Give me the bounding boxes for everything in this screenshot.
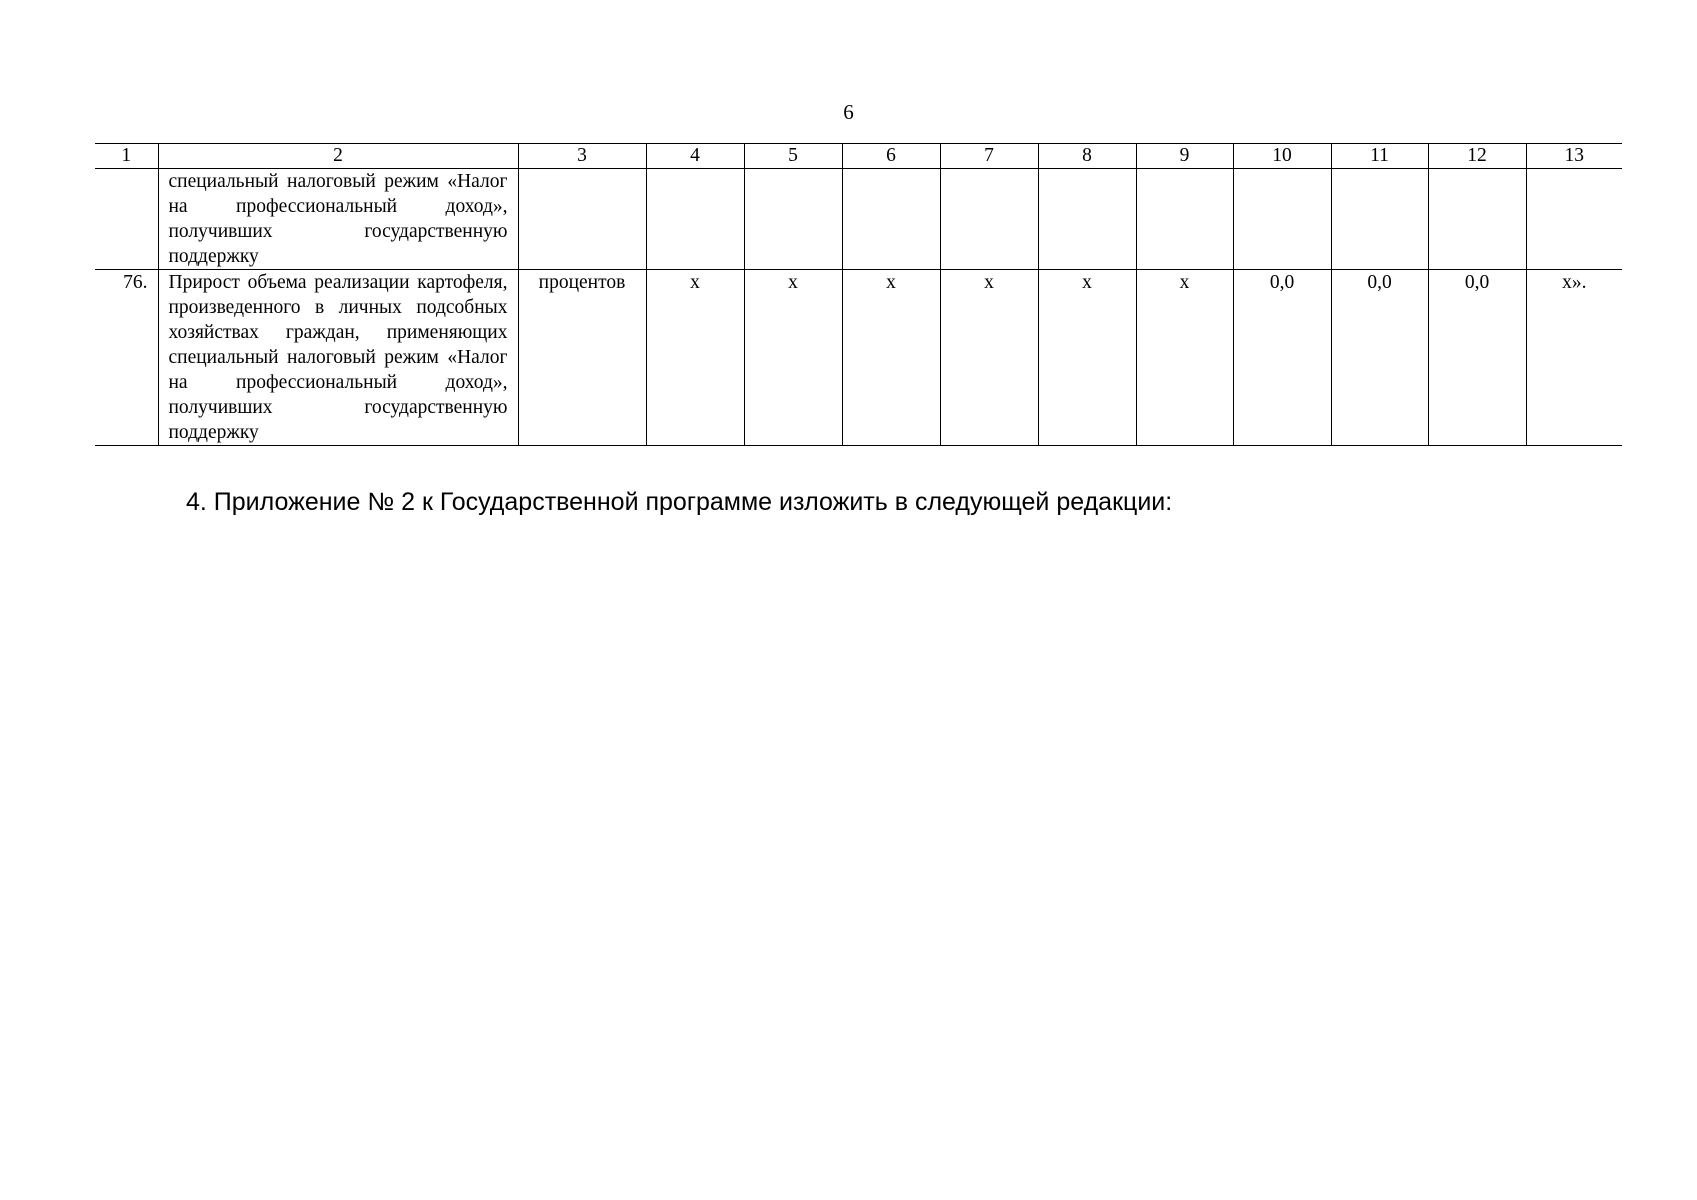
indicator-name: специальный налоговый режим «Налог на профессиональный доход», получивших государственную поддержку [158, 169, 518, 270]
column-header: 9 [1136, 144, 1233, 169]
value-cell: 0,0 [1233, 270, 1331, 446]
value-cell [646, 169, 744, 270]
column-header: 1 [95, 144, 158, 169]
value-cell [842, 169, 940, 270]
page-number: 6 [843, 100, 854, 124]
value-cell [940, 169, 1038, 270]
column-header: 6 [842, 144, 940, 169]
value-cell: х». [1526, 270, 1622, 446]
column-number-row [95, 144, 1622, 169]
indicators-table [95, 143, 1622, 446]
value-cell [1428, 169, 1526, 270]
column-header: 3 [518, 144, 646, 169]
column-header: 11 [1331, 144, 1428, 169]
body-paragraph: 4. Приложение № 2 к Государственной программе изложить в следующей редакции: [186, 488, 1173, 516]
column-header: 2 [158, 144, 518, 169]
row-number: 76. [95, 270, 158, 446]
column-header: 12 [1428, 144, 1526, 169]
column-header: 13 [1526, 144, 1622, 169]
unit-cell [518, 169, 646, 270]
value-cell: х [940, 270, 1038, 446]
value-cell: х [1136, 270, 1233, 446]
value-cell [744, 169, 842, 270]
value-cell [1526, 169, 1622, 270]
value-cell: х [1038, 270, 1136, 446]
value-cell: 0,0 [1331, 270, 1428, 446]
column-header: 10 [1233, 144, 1331, 169]
column-header: 8 [1038, 144, 1136, 169]
value-cell [1331, 169, 1428, 270]
column-header: 5 [744, 144, 842, 169]
value-cell: х [744, 270, 842, 446]
column-header: 7 [940, 144, 1038, 169]
indicator-name: Прирост объема реализации картофеля, произведенного в личных подсобных хозяйствах граждан, применяющих специальный налоговый режим «Налог на профессиональный доход», получивших государственную поддержку [158, 270, 518, 446]
table-row [95, 169, 1622, 270]
column-header: 4 [646, 144, 744, 169]
table-row [95, 270, 1622, 446]
value-cell [1038, 169, 1136, 270]
row-number [95, 169, 158, 270]
value-cell [1136, 169, 1233, 270]
value-cell: 0,0 [1428, 270, 1526, 446]
value-cell: х [646, 270, 744, 446]
unit-cell: процентов [518, 270, 646, 446]
value-cell: х [842, 270, 940, 446]
value-cell [1233, 169, 1331, 270]
